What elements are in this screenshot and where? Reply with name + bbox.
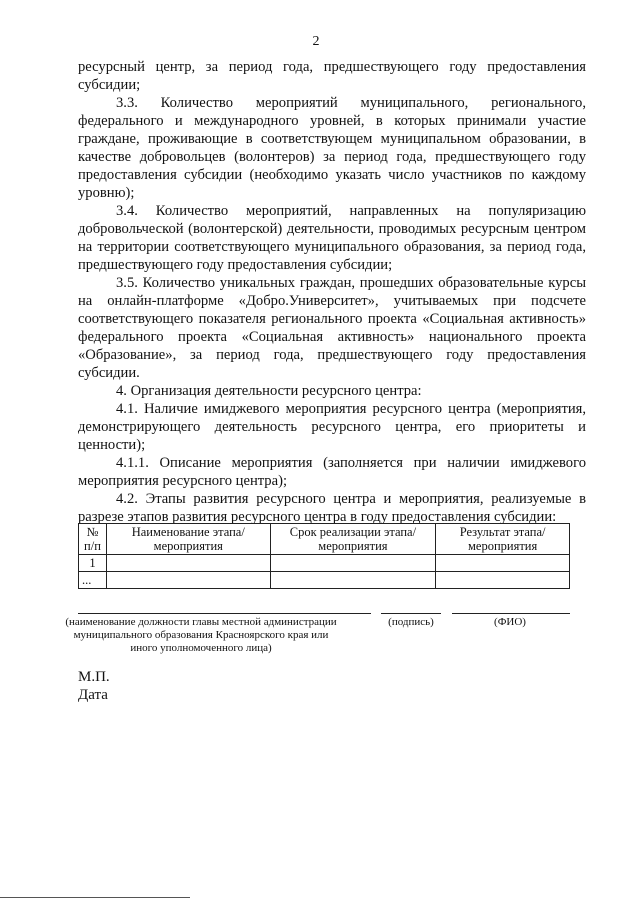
paragraph-continuation: ресурсный центр, за период года, предшествующего году предоставления субсидии; <box>78 59 586 93</box>
table-cell <box>436 572 570 589</box>
table-cell <box>106 555 270 572</box>
date-label: Дата <box>78 687 108 703</box>
table-cell <box>270 555 436 572</box>
paragraph-4: 4. Организация деятельности ресурсного центра: <box>116 383 422 399</box>
paragraph-4-1-1: 4.1.1. Описание мероприятия (заполняется при наличии имиджевого мероприятия ресурсного центра); <box>78 455 586 489</box>
name-label: (ФИО) <box>494 616 526 628</box>
header-result: Результат этапа/мероприятия <box>436 524 570 555</box>
signature-label: (подпись) <box>388 616 434 628</box>
signature-line <box>381 613 441 614</box>
footer-divider <box>0 897 190 898</box>
table-header-row <box>79 524 570 555</box>
table-cell <box>436 555 570 572</box>
document-body <box>78 58 586 526</box>
page-number: 2 <box>312 34 320 49</box>
table-row <box>79 555 570 572</box>
paragraph-3-5: 3.5. Количество уникальных граждан, прошедших образовательные курсы на онлайн-платформе «Добро.Университет», учитываемых при подсчете соответствующего показателя регионального проекта «Социальная активность» федерального проекта «Социальная активность» национального проекта «Образование», за период года, предшествующего году предоставления субсидии. <box>78 275 586 381</box>
table-cell: ... <box>79 572 107 589</box>
table-cell <box>106 572 270 589</box>
table-cell: 1 <box>79 555 107 572</box>
header-number: № п/п <box>79 524 107 555</box>
table-cell <box>270 572 436 589</box>
paragraph-4-2: 4.2. Этапы развития ресурсного центра и мероприятия, реализуемые в разрезе этапов развития ресурсного центра в году предоставления субсидии: <box>78 491 586 525</box>
position-label: (наименование должности главы местной администрации муниципального образования Красноярского края или иного уполномоченного лица) <box>65 616 337 654</box>
paragraph-3-4: 3.4. Количество мероприятий, направленных на популяризацию добровольческой (волонтерской) деятельности, проводимых ресурсным центром на территории соответствующего муниципального образования, за период года, предшествующего году предоставления субсидии; <box>78 203 586 273</box>
stages-table <box>78 523 570 589</box>
table-row <box>79 572 570 589</box>
paragraph-4-1: 4.1. Наличие имиджевого мероприятия ресурсного центра (мероприятия, демонстрирующего деятельность ресурсного центра, его приоритеты и ценности); <box>78 401 586 453</box>
header-stage-name: Наименование этапа/мероприятия <box>106 524 270 555</box>
header-deadline: Срок реализации этапа/мероприятия <box>270 524 436 555</box>
paragraph-3-3: 3.3. Количество мероприятий муниципального, регионального, федерального и международного уровней, в которых принимали участие граждане, проживающие в соответствующем муниципальном образовании, в качестве добровольцев (волонтеров) за период года, предшествующего году предоставления субсидии (необходимо указать число участников по каждому уровню); <box>78 95 586 201</box>
seal-label: М.П. <box>78 669 110 685</box>
position-signature-line <box>78 613 371 614</box>
name-signature-line <box>452 613 570 614</box>
